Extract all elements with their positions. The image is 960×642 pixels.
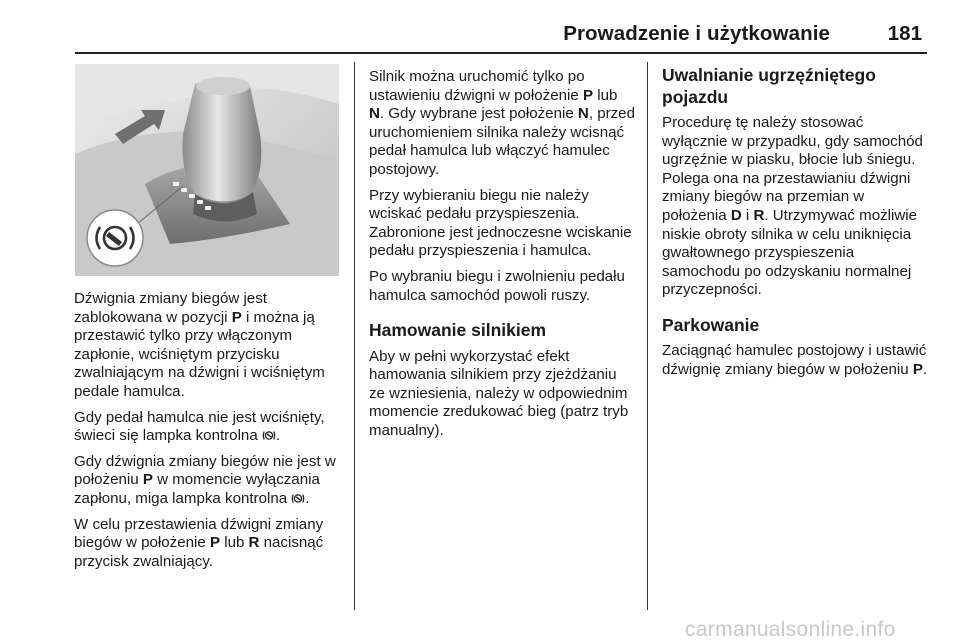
column-3 [662, 65, 930, 387]
column-divider-2 [647, 62, 648, 610]
brake-pedal-warning-icon [87, 210, 143, 266]
column-1 [74, 290, 346, 578]
watermark: carmanualsonline.info [685, 618, 896, 641]
page-header [0, 0, 960, 60]
paragraph: W celu przestawienia dźwigni zmiany biegów w położenie P lub R nacisnąć przycisk zwalniający. [74, 515, 324, 570]
column-2 [369, 68, 635, 448]
section-heading: Uwalnianie ugrzęźniętego pojazdu [662, 65, 876, 107]
section-heading: Hamowanie silnikiem [369, 320, 547, 341]
brake-lamp-icon [291, 492, 305, 505]
page-number: 181 [887, 22, 922, 45]
paragraph: Gdy dźwignia zmiany biegów nie jest w położeniu P w momencie wyłączania zapłonu, miga lampka kontrolna . [74, 452, 336, 507]
paragraph: Aby w pełni wykorzystać efekt hamowania silnikiem przy zjeżdżaniu ze wzniesienia, należy w odpowiednim momencie zredukować bieg (patrz tryb manualny). [369, 347, 629, 439]
header-divider [75, 52, 927, 54]
brake-lamp-icon [262, 429, 276, 442]
paragraph: Procedurę tę należy stosować wyłącznie w przypadku, gdy samochód ugrzęźnie w piasku, błocie lub śniegu. Polega ona na przestawianiu dźwigni zmiany biegów na przemian w położenia D i R. Utrzymywać możliwie niskie obroty silnika w celu uniknięcia gwałtownego przyspieszenia samochodu po odzyskaniu normalnej przyczepności. [662, 114, 923, 299]
paragraph: Gdy pedał hamulca nie jest wciśnięty, świeci się lampka kontrolna . [74, 408, 325, 445]
page-title: Prowadzenie i użytkowanie [563, 22, 830, 45]
gear-selector-illustration [75, 64, 339, 276]
paragraph: Po wybraniu biegu i zwolnieniu pedału hamulca samochód powoli ruszy. [369, 267, 625, 304]
paragraph: Zaciągnąć hamulec postojowy i ustawić dźwignię zmiany biegów w położeniu P. [662, 342, 928, 379]
column-divider-1 [354, 62, 355, 610]
paragraph: Dźwignia zmiany biegów jest zablokowana w pozycji P i można ją przestawić tylko przy włączonym zapłonie, wciśniętym przycisku zwalniającym na dźwigni i wciśniętym pedale hamulca. [74, 290, 325, 400]
section-heading: Parkowanie [662, 314, 760, 335]
paragraph: Przy wybieraniu biegu nie należy wciskać pedału przyspieszenia. Zabronione jest jednoczesne wciskanie pedału przyspieszenia i hamulca. [369, 186, 632, 260]
paragraph: Silnik można uruchomić tylko po ustawieniu dźwigni w położenie P lub N. Gdy wybrane jest położenie N, przed uruchomieniem silnika należy wcisnąć pedał hamulca lub włączyć hamulec postojowy. [369, 68, 635, 178]
